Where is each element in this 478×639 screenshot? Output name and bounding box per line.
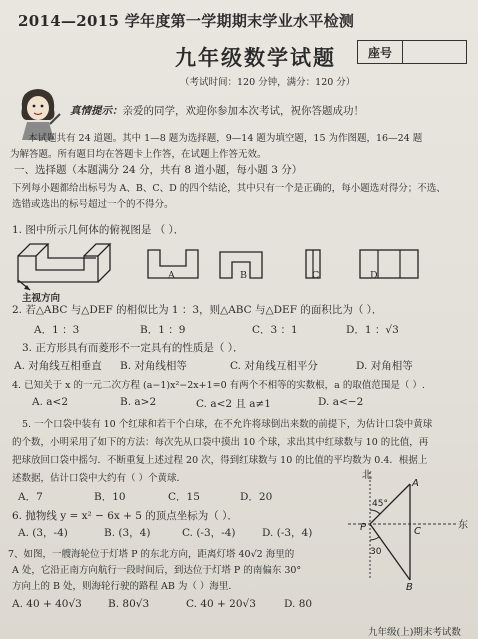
q6-option-b: B. (3，4) <box>104 527 151 539</box>
q3-option-a: A. 对角线互相垂直 <box>14 360 102 372</box>
q7-option-c: C. 40 + 20√3 <box>186 598 256 610</box>
footer-text: 九年级(上)期末考试数 <box>368 627 461 638</box>
tip-label: 真情提示： <box>70 105 123 117</box>
question-3: 3. 正方形具有而菱形不一定具有的性质是（ ）． <box>22 342 244 354</box>
tip-text: 亲爱的同学，欢迎你参加本次考试，祝你答题成功！ <box>122 105 364 117</box>
q1-solid-figure <box>18 244 110 282</box>
q5-option-a: A．7 <box>18 491 43 503</box>
q1-figures <box>14 238 464 292</box>
q7-option-a: A. 40 + 40√3 <box>12 598 82 610</box>
question-5-line-2: 的个数，小明采用了如下的方法：每次先从口袋中摸出 10 个球，求出其中红球数与 10 的比值，再 <box>12 437 429 448</box>
question-4: 4. 已知关于 x 的一元二次方程 (a−1)x²−2x+1=0 有两个不相等的实数根，a 的取值范围是（ ）. <box>12 380 425 391</box>
north-label: 北 <box>362 470 372 481</box>
main-view-direction-label: 主视方向 <box>22 293 61 304</box>
q7-option-b: B. 80√3 <box>108 598 150 610</box>
q4-option-b: B. a>2 <box>120 396 157 408</box>
q5-option-d: D．20 <box>240 491 273 503</box>
section-instruction-1: 下列每小题都给出标号为 A、B、C、D 的四个结论，其中只有一个是正确的，每小题选对得分；不选、 <box>12 183 446 194</box>
question-7-line-2: A 处，它沿正南方向航行一段时间后，到达位于灯塔 P 的南偏东 30° <box>12 565 302 576</box>
q1-label-a: A <box>168 270 175 281</box>
tip-line <box>70 103 364 118</box>
q4-option-c: C. a<2 且 a≠1 <box>196 398 271 410</box>
q2-option-d: D．1 ：√3 <box>346 324 399 336</box>
question-1: 1. 图中所示几何体的俯视图是 （ ）． <box>12 224 185 236</box>
q1-label-d: D <box>370 270 378 281</box>
point-a-label: A <box>412 478 419 489</box>
point-c-label: C <box>414 526 421 537</box>
q1-label-c: C <box>312 270 320 281</box>
q4-option-a: A. a<2 <box>32 396 68 408</box>
section-instruction-2: 选错或选出的标号超过一个的不得分。 <box>12 199 174 210</box>
angle-45-label: 45° <box>372 499 388 509</box>
q3-option-c: C. 对角线互相平分 <box>230 360 318 372</box>
angle-30-label: 30 <box>370 547 382 557</box>
question-2: 2. 若△ABC 与△DEF 的相似比为 1 ：3，则△ABC 与△DEF 的面积比为（ ）． <box>12 304 383 316</box>
question-5-line-3: 把球放回口袋中摇匀．不断重复上述过程 20 次，得到红球数与 10 的比值的平均数为 0.4．根据上 <box>12 455 428 466</box>
point-b-label: B <box>406 582 413 592</box>
exam-info: （考试时间：120 分钟，满分：120 分） <box>180 77 356 88</box>
q6-option-a: A. (3，-4) <box>18 527 68 539</box>
q2-option-c: C．3 ：1 <box>252 324 298 336</box>
exam-title: 2014—2015 学年度第一学期期末学业水平检测 <box>18 12 355 30</box>
q5-option-c: C．15 <box>168 491 200 503</box>
point-p-label: P <box>360 522 367 533</box>
exam-subtitle: 九年级数学试题 <box>175 45 336 70</box>
q6-option-d: D. (-3，4) <box>262 527 313 539</box>
question-6: 6. 抛物线 y = x² − 6x + 5 的顶点坐标为（ ）． <box>12 510 238 522</box>
rule-line-2: 为解答题。所有题目均在答题卡上作答，在试题上作答无效。 <box>10 149 267 160</box>
q3-option-b: B. 对角线相等 <box>120 360 187 372</box>
q7-option-d: D. 80 <box>284 598 313 610</box>
q4-option-d: D. a<−2 <box>318 396 364 408</box>
q7-figure <box>340 466 478 592</box>
question-5-line-1: 5. 一个口袋中装有 10 个红球和若干个白球，在不允许将球倒出来数的前提下，为估计口袋中黄球 <box>22 419 433 430</box>
question-7-line-1: 7、如图，一艘海轮位于灯塔 P 的东北方向，距离灯塔 40√2 海里的 <box>8 549 295 560</box>
question-5-line-4: 述数据，估计口袋中大约有（ ）个黄球． <box>12 473 187 484</box>
q5-option-b: B．10 <box>94 491 126 503</box>
question-7-line-3: 方向上的 B 处，则海轮行驶的路程 AB 为（ ）海里． <box>12 581 238 592</box>
q1-label-b: B <box>240 270 247 281</box>
q2-option-a: A．1 ：3 <box>34 324 80 336</box>
seat-number-box <box>357 40 467 64</box>
q6-option-c: C. (-3，-4) <box>182 527 236 539</box>
rule-line-1: 本试题共有 24 道题。其中 1—8 题为选择题，9—14 题为填空题，15 为作图题，16—24 题 <box>28 133 423 144</box>
seat-label: 座号 <box>358 41 403 63</box>
section-heading: 一、选择题（本题满分 24 分，共有 8 道小题，每小题 3 分） <box>14 164 303 176</box>
east-label: 东 <box>458 520 468 531</box>
q2-option-b: B．1 ：9 <box>140 324 186 336</box>
q3-option-d: D. 对角相等 <box>356 360 413 372</box>
q1-option-d-figure <box>360 250 418 278</box>
